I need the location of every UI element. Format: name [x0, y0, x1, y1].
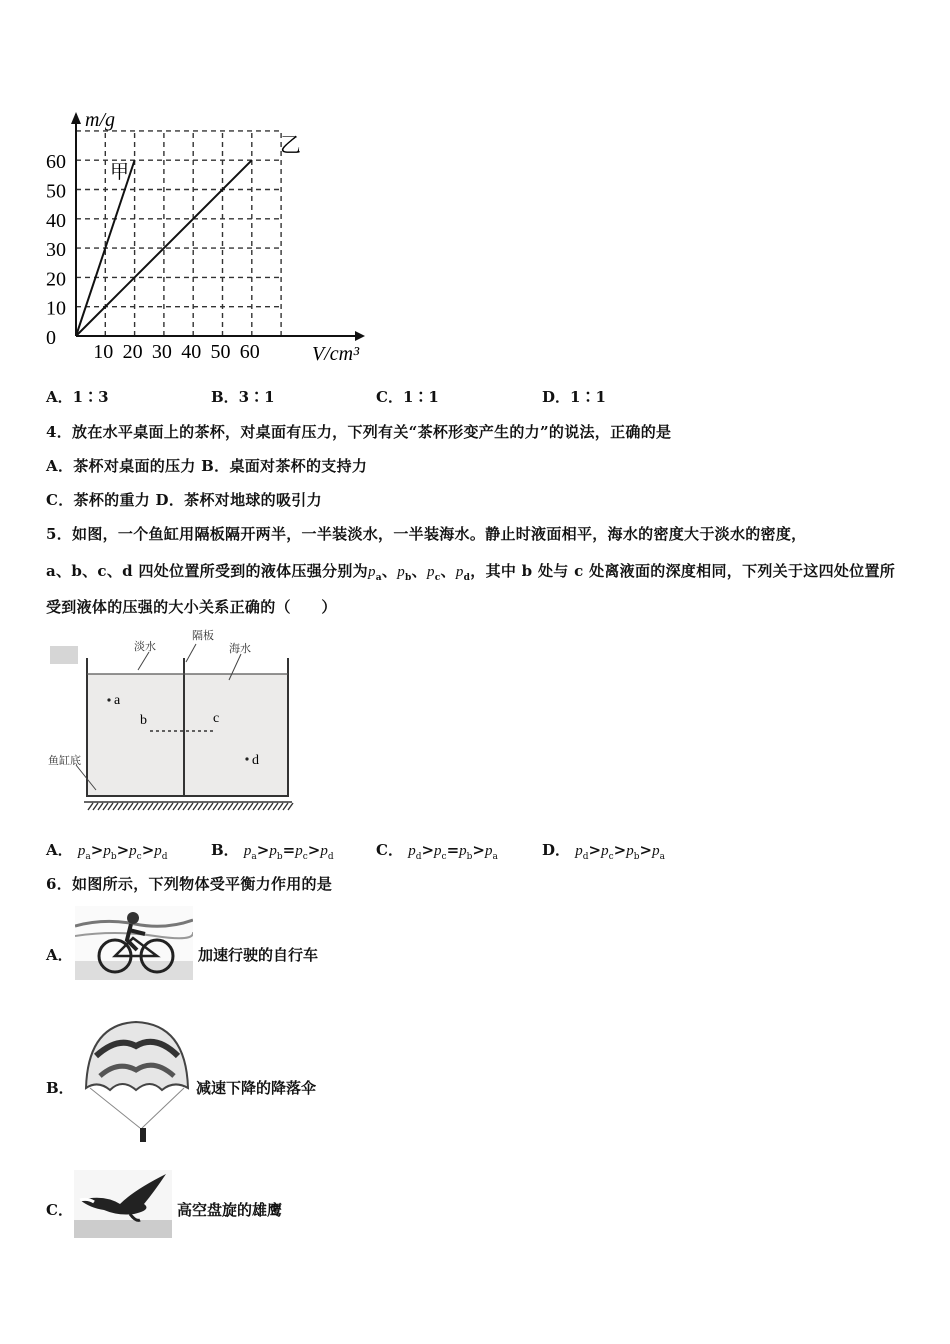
fish-tank-diagram	[46, 622, 296, 812]
q4-options-cd[interactable]: C．茶杯的重力 D．茶杯对地球的吸引力	[46, 491, 322, 509]
eagle-image	[74, 1170, 172, 1238]
bicycle-image	[75, 906, 193, 980]
q5-stem-line3: 受到液体的压强的大小关系正确的（ ）	[46, 598, 337, 616]
point-d: d	[252, 753, 259, 768]
y-axis-arrow	[71, 112, 81, 124]
x-tick-label: 40	[181, 341, 202, 363]
q3-option-a[interactable]: A．1∶3	[46, 388, 109, 406]
q3-option-c[interactable]: C．1∶1	[376, 388, 439, 406]
q5-option-d[interactable]: D． $p_d>p_c>p_b>p_a$	[542, 841, 665, 862]
x-tick-label: 30	[151, 341, 172, 363]
label-partition: 隔板	[192, 629, 214, 642]
y-tick-label: 40	[46, 209, 66, 232]
q6-stem: 6．如图所示，下列物体受平衡力作用的是	[46, 875, 333, 893]
q5-option-c[interactable]: C． $p_d>p_c=p_b>p_a$	[376, 841, 498, 862]
point-c: c	[213, 711, 220, 726]
blur-mark	[50, 646, 78, 664]
q5-stem-line2: a、b、c、d 四处位置所受到的液体压强分别为$p_a$、$p_b$、$p_c$、$p_d$，其中 b 处与 c 处离液面的深度相同，下列关于这四处位置所	[46, 562, 896, 583]
y-tick-label: 10	[46, 297, 66, 320]
y-tick-label: 20	[46, 268, 66, 291]
q3-option-d[interactable]: D．1∶1	[542, 388, 606, 406]
y-tick-label: 0	[46, 327, 56, 349]
mass-volume-graph	[40, 100, 390, 375]
x-tick-label: 60	[239, 341, 260, 363]
series-line-yi	[76, 160, 252, 336]
label-tank-bottom: 鱼缸底	[48, 754, 81, 767]
q5-stem-line1: 5．如图，一个鱼缸用隔板隔开两半，一半装淡水，一半装海水。静止时液面相平，海水的密度大于淡水的密度，	[46, 525, 807, 543]
q4-stem: 4．放在水平桌面上的茶杯，对桌面有压力，下列有关“茶杯形变产生的力”的说法，正确的是	[46, 423, 672, 441]
y-tick-label: 30	[46, 239, 66, 262]
x-tick-label: 10	[93, 341, 114, 363]
x-axis-label: V/cm³	[312, 343, 360, 365]
q6-option-a-letter[interactable]: A．	[46, 946, 73, 964]
q5-option-a[interactable]: A． $p_a>p_b>p_c>p_d$	[46, 841, 168, 862]
x-axis-arrow	[355, 331, 365, 341]
y-axis-label: m/g	[85, 109, 115, 131]
q5-option-b[interactable]: B． $p_a>p_b=p_c>p_d$	[211, 841, 334, 862]
series-label-yi: 乙	[280, 133, 301, 157]
x-tick-label: 50	[210, 341, 231, 363]
q4-options-ab[interactable]: A．茶杯对桌面的压力 B．桌面对茶杯的支持力	[46, 457, 368, 475]
label-sea-water: 海水	[229, 642, 251, 655]
point-a: a	[114, 693, 121, 708]
x-tick-label: 20	[122, 341, 143, 363]
q6-option-a-text: 加速行驶的自行车	[198, 946, 319, 964]
q6-option-c-letter[interactable]: C．	[46, 1201, 73, 1219]
ground-hatch	[88, 803, 293, 810]
point-b: b	[140, 713, 147, 728]
q6-option-b-text: 减速下降的降落伞	[196, 1079, 317, 1097]
series-label-jia: 甲	[110, 161, 130, 183]
q6-option-c-text: 高空盘旋的雄鹰	[177, 1201, 283, 1219]
q6-option-b-letter[interactable]: B．	[46, 1079, 74, 1097]
q3-option-b[interactable]: B．3∶1	[211, 388, 275, 406]
y-tick-label: 50	[46, 180, 66, 203]
y-tick-label: 60	[46, 151, 66, 174]
parachute-image	[78, 1016, 193, 1150]
label-fresh-water: 淡水	[134, 640, 156, 653]
